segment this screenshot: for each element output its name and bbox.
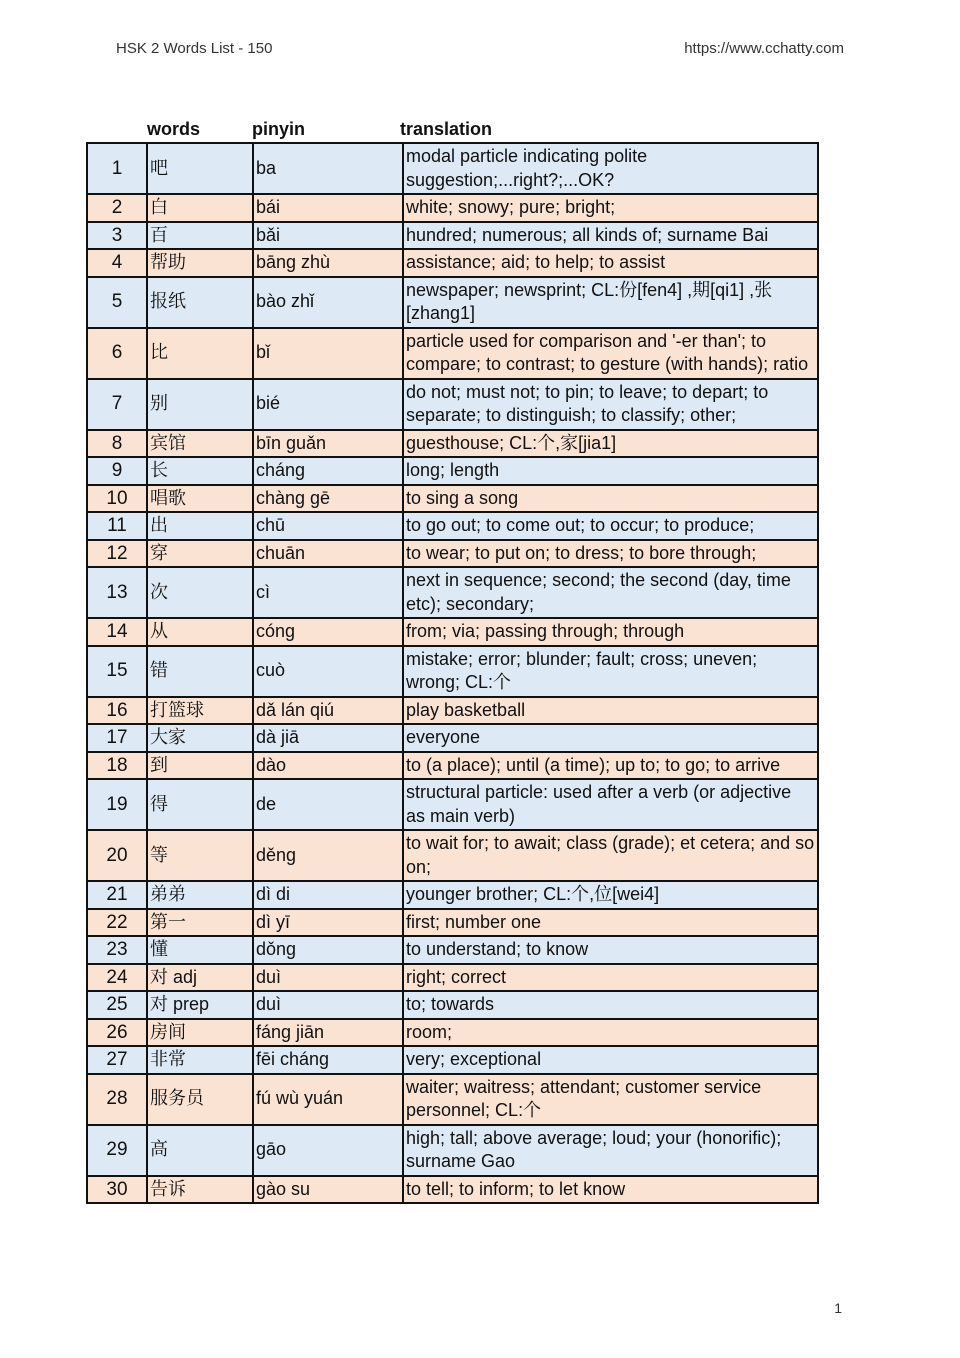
translation-cell: particle used for comparison and '-er than'; to compare; to contrast; to gesture (with hands); ratio [403, 328, 818, 379]
table-row [87, 646, 818, 697]
row-number: 10 [87, 485, 147, 513]
word-cell: 吧 [147, 143, 253, 194]
row-number: 26 [87, 1019, 147, 1047]
table-row [87, 936, 818, 964]
table-row [87, 1074, 818, 1125]
row-number: 2 [87, 194, 147, 222]
table-row [87, 194, 818, 222]
pinyin-cell: děng [253, 830, 403, 881]
word-cell: 错 [147, 646, 253, 697]
translation-cell: modal particle indicating polite suggestion;...right?;...OK? [403, 143, 818, 194]
pinyin-cell: fú wù yuán [253, 1074, 403, 1125]
pinyin-cell: cuò [253, 646, 403, 697]
row-number: 20 [87, 830, 147, 881]
column-header-translation: translation [400, 119, 493, 139]
table-row [87, 567, 818, 618]
pinyin-cell: bīn guǎn [253, 430, 403, 458]
word-cell: 高 [147, 1125, 253, 1176]
row-number: 19 [87, 779, 147, 830]
pinyin-cell: dì di [253, 881, 403, 909]
word-cell: 出 [147, 512, 253, 540]
row-number: 30 [87, 1176, 147, 1204]
row-number: 24 [87, 964, 147, 992]
pinyin-cell: cì [253, 567, 403, 618]
translation-cell: to go out; to come out; to occur; to produce; [403, 512, 818, 540]
word-cell: 别 [147, 379, 253, 430]
pinyin-cell: de [253, 779, 403, 830]
word-cell: 宾馆 [147, 430, 253, 458]
translation-cell: waiter; waitress; attendant; customer service personnel; CL:个 [403, 1074, 818, 1125]
row-number: 11 [87, 512, 147, 540]
word-cell: 到 [147, 752, 253, 780]
pinyin-cell: cháng [253, 457, 403, 485]
row-number: 6 [87, 328, 147, 379]
pinyin-cell: bái [253, 194, 403, 222]
translation-cell: to wait for; to await; class (grade); et cetera; and so on; [403, 830, 818, 881]
table-row [87, 222, 818, 250]
column-header-words: words [147, 119, 201, 139]
row-number: 23 [87, 936, 147, 964]
word-cell: 弟弟 [147, 881, 253, 909]
row-number: 17 [87, 724, 147, 752]
row-number: 25 [87, 991, 147, 1019]
table-row [87, 430, 818, 458]
pinyin-cell: gào su [253, 1176, 403, 1204]
pinyin-cell: bié [253, 379, 403, 430]
row-number: 16 [87, 697, 147, 725]
row-number: 14 [87, 618, 147, 646]
pinyin-cell: cóng [253, 618, 403, 646]
table-row [87, 909, 818, 937]
translation-cell: mistake; error; blunder; fault; cross; uneven; wrong; CL:个 [403, 646, 818, 697]
table-row [87, 512, 818, 540]
row-number: 8 [87, 430, 147, 458]
word-cell: 唱歌 [147, 485, 253, 513]
pinyin-cell: dǎ lán qiú [253, 697, 403, 725]
row-number: 9 [87, 457, 147, 485]
row-number: 7 [87, 379, 147, 430]
translation-cell: high; tall; above average; loud; your (honorific); surname Gao [403, 1125, 818, 1176]
word-cell: 穿 [147, 540, 253, 568]
page-number: 1 [834, 1300, 842, 1316]
row-number: 3 [87, 222, 147, 250]
pinyin-cell: chàng gē [253, 485, 403, 513]
column-header-pinyin: pinyin [252, 119, 305, 139]
word-cell: 懂 [147, 936, 253, 964]
translation-cell: white; snowy; pure; bright; [403, 194, 818, 222]
translation-cell: room; [403, 1019, 818, 1047]
pinyin-cell: duì [253, 964, 403, 992]
table-row [87, 277, 818, 328]
translation-cell: to wear; to put on; to dress; to bore through; [403, 540, 818, 568]
translation-cell: first; number one [403, 909, 818, 937]
translation-cell: everyone [403, 724, 818, 752]
word-cell: 大家 [147, 724, 253, 752]
table-row [87, 991, 818, 1019]
word-cell: 等 [147, 830, 253, 881]
row-number: 18 [87, 752, 147, 780]
word-cell: 次 [147, 567, 253, 618]
word-cell: 非常 [147, 1046, 253, 1074]
row-number: 21 [87, 881, 147, 909]
word-cell: 打篮球 [147, 697, 253, 725]
word-cell: 房间 [147, 1019, 253, 1047]
word-cell: 比 [147, 328, 253, 379]
translation-cell: next in sequence; second; the second (day, time etc); secondary; [403, 567, 818, 618]
table-row [87, 328, 818, 379]
pinyin-cell: duì [253, 991, 403, 1019]
pinyin-cell: chū [253, 512, 403, 540]
translation-cell: hundred; numerous; all kinds of; surname Bai [403, 222, 818, 250]
row-number: 1 [87, 143, 147, 194]
table-row [87, 485, 818, 513]
translation-cell: younger brother; CL:个,位[wei4] [403, 881, 818, 909]
word-cell: 帮助 [147, 249, 253, 277]
table-row [87, 143, 818, 194]
pinyin-cell: bāng zhù [253, 249, 403, 277]
table-row [87, 457, 818, 485]
table-row [87, 964, 818, 992]
table-row [87, 618, 818, 646]
row-number: 15 [87, 646, 147, 697]
document-title: HSK 2 Words List - 150 [116, 40, 273, 57]
word-table [86, 142, 819, 1204]
translation-cell: play basketball [403, 697, 818, 725]
translation-cell: very; exceptional [403, 1046, 818, 1074]
row-number: 13 [87, 567, 147, 618]
pinyin-cell: chuān [253, 540, 403, 568]
table-row [87, 697, 818, 725]
translation-cell: long; length [403, 457, 818, 485]
pinyin-cell: fáng jiān [253, 1019, 403, 1047]
pinyin-cell: ba [253, 143, 403, 194]
translation-cell: structural particle: used after a verb (or adjective as main verb) [403, 779, 818, 830]
row-number: 29 [87, 1125, 147, 1176]
table-row [87, 1019, 818, 1047]
row-number: 22 [87, 909, 147, 937]
word-cell: 白 [147, 194, 253, 222]
translation-cell: assistance; aid; to help; to assist [403, 249, 818, 277]
translation-cell: right; correct [403, 964, 818, 992]
table-row [87, 1125, 818, 1176]
translation-cell: to; towards [403, 991, 818, 1019]
site-url: https://www.cchatty.com [684, 40, 844, 57]
table-row [87, 540, 818, 568]
word-cell: 服务员 [147, 1074, 253, 1125]
translation-cell: newspaper; newsprint; CL:份[fen4] ,期[qi1] ,张 [zhang1] [403, 277, 818, 328]
table-row [87, 881, 818, 909]
table-row [87, 724, 818, 752]
table-row [87, 1176, 818, 1204]
pinyin-cell: bào zhǐ [253, 277, 403, 328]
table-row [87, 249, 818, 277]
row-number: 12 [87, 540, 147, 568]
word-cell: 得 [147, 779, 253, 830]
translation-cell: to understand; to know [403, 936, 818, 964]
pinyin-cell: gāo [253, 1125, 403, 1176]
table-row [87, 830, 818, 881]
word-cell: 告诉 [147, 1176, 253, 1204]
word-cell: 对 adj [147, 964, 253, 992]
translation-cell: do not; must not; to pin; to leave; to depart; to separate; to distinguish; to classify; other; [403, 379, 818, 430]
word-cell: 报纸 [147, 277, 253, 328]
table-row [87, 779, 818, 830]
word-cell: 从 [147, 618, 253, 646]
word-cell: 对 prep [147, 991, 253, 1019]
row-number: 5 [87, 277, 147, 328]
pinyin-cell: bǎi [253, 222, 403, 250]
row-number: 27 [87, 1046, 147, 1074]
row-number: 28 [87, 1074, 147, 1125]
translation-cell: guesthouse; CL:个,家[jia1] [403, 430, 818, 458]
pinyin-cell: fēi cháng [253, 1046, 403, 1074]
word-cell: 第一 [147, 909, 253, 937]
translation-cell: from; via; passing through; through [403, 618, 818, 646]
translation-cell: to (a place); until (a time); up to; to go; to arrive [403, 752, 818, 780]
pinyin-cell: bǐ [253, 328, 403, 379]
translation-cell: to tell; to inform; to let know [403, 1176, 818, 1204]
pinyin-cell: dǒng [253, 936, 403, 964]
row-number: 4 [87, 249, 147, 277]
table-row [87, 752, 818, 780]
table-row [87, 379, 818, 430]
pinyin-cell: dào [253, 752, 403, 780]
translation-cell: to sing a song [403, 485, 818, 513]
word-cell: 百 [147, 222, 253, 250]
pinyin-cell: dì yī [253, 909, 403, 937]
table-row [87, 1046, 818, 1074]
pinyin-cell: dà jiā [253, 724, 403, 752]
word-cell: 长 [147, 457, 253, 485]
